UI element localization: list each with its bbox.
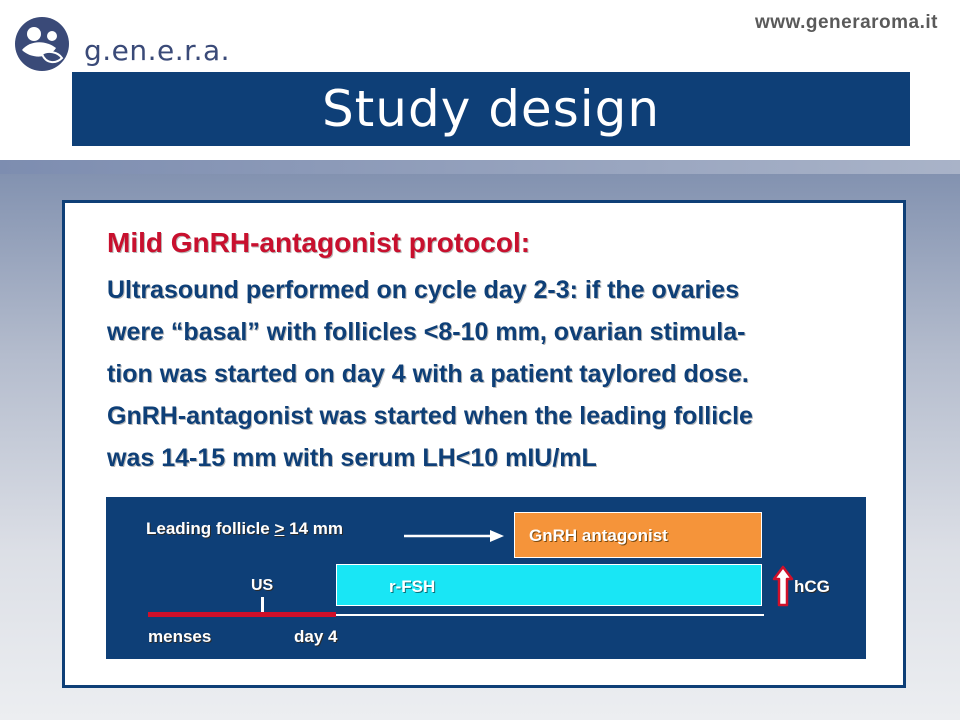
leading-suffix: 14 mm (284, 519, 343, 538)
arrow-up-icon (772, 565, 794, 607)
menses-label: menses (148, 627, 212, 646)
protocol-description (107, 269, 887, 479)
slide-title: Study design (321, 80, 661, 138)
protocol-line: tion was started on day 4 with a patient taylored dose. (107, 360, 749, 388)
content-box (62, 200, 906, 688)
gnrh-antagonist-label: GnRH antagonist (529, 526, 668, 545)
leading-symbol: > (274, 519, 285, 538)
protocol-line: Ultrasound performed on cycle day 2-3: if the ovaries (107, 276, 740, 304)
timeline-diagram (106, 497, 866, 659)
protocol-line: were “basal” with follicles <8-10 mm, ovarian stimula- (107, 318, 746, 346)
website-url: www.generaroma.it (754, 12, 938, 33)
protocol-line: GnRH-antagonist was started when the leading follicle (107, 402, 753, 430)
logo-text: g.en.e.r.a. (84, 34, 231, 67)
genera-logo (12, 14, 242, 74)
gnrh-antagonist-box (514, 512, 762, 558)
day4-label: day 4 (294, 627, 338, 646)
us-label: US (251, 577, 274, 594)
arrow-right-icon (404, 529, 504, 543)
rfsh-box (336, 564, 762, 606)
rfsh-label: r-FSH (389, 577, 436, 596)
hcg-label: hCG (794, 577, 830, 596)
leading-follicle-label (146, 519, 343, 539)
title-bar (72, 72, 910, 146)
stimulation-timeline-segment (336, 614, 764, 616)
genera-logo-icon (12, 14, 74, 72)
menses-timeline-segment (148, 612, 336, 617)
protocol-line: was 14-15 mm with serum LH<10 mIU/mL (107, 444, 597, 472)
leading-prefix: Leading follicle (146, 519, 275, 538)
protocol-title: Mild GnRH-antagonist protocol: (107, 227, 531, 258)
